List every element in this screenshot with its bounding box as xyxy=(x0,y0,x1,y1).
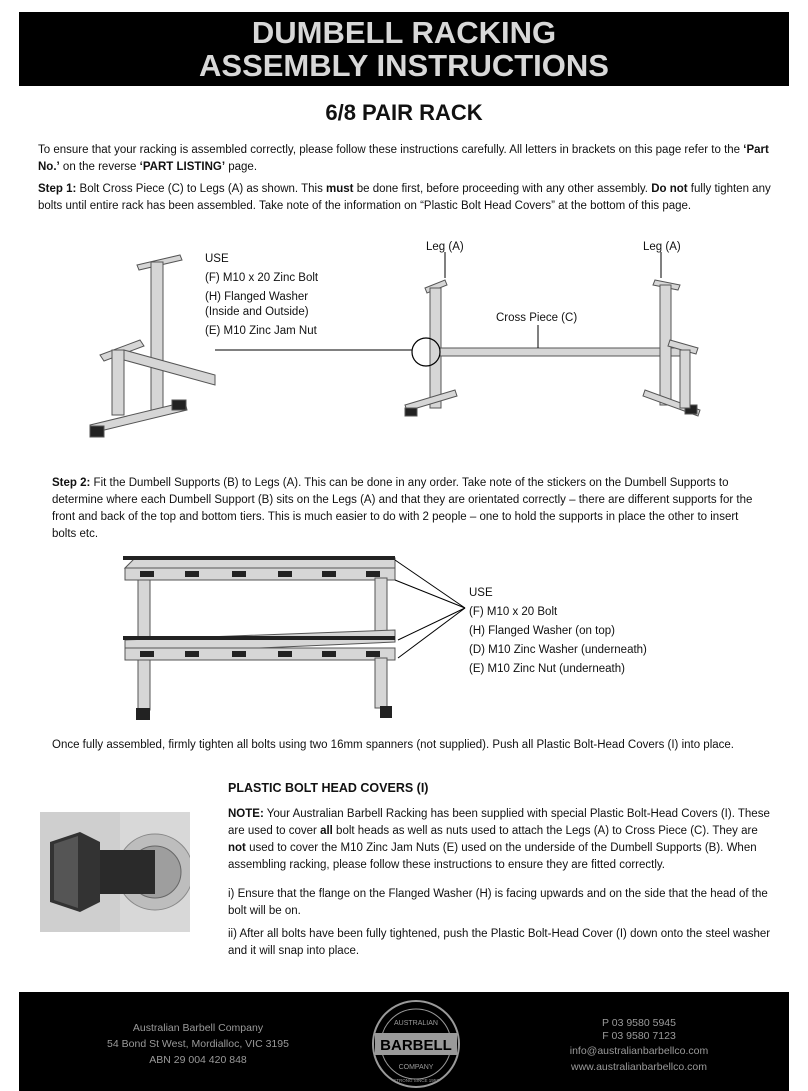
note-label: NOTE: xyxy=(228,808,264,820)
footer-company: Australian Barbell Company xyxy=(132,1022,264,1034)
fig1-item: (F) M10 x 20 Zinc Bolt xyxy=(205,272,319,284)
leg-left-label: Leg (A) xyxy=(426,241,464,253)
covers-heading: PLASTIC BOLT HEAD COVERS (I) xyxy=(228,781,429,795)
fig2-use-list xyxy=(469,584,647,679)
fig1-use-list xyxy=(205,250,318,341)
step1-illustration xyxy=(0,230,808,450)
logo-company: COMPANY xyxy=(398,1064,434,1071)
footer-phone: P 03 9580 5945 xyxy=(602,1017,676,1029)
covers-step-i: i) Ensure that the flange on the Flanged Washer (H) is facing upwards and on the side that the head of the bolt will be on. xyxy=(228,888,768,917)
title-banner xyxy=(19,12,789,86)
step2-paragraph xyxy=(52,475,762,543)
step2-label: Step 2: xyxy=(52,477,91,489)
footer-address: 54 Bond St West, Mordialloc, VIC 3195 xyxy=(107,1038,289,1050)
step1-paragraph xyxy=(38,181,773,215)
fig1-item: (Inside and Outside) xyxy=(205,306,309,318)
covers-step-ii: ii) After all bolts have been fully tightened, push the Plastic Bolt-Head Cover (I) down onto the steel washer and it will snap into place. xyxy=(228,928,771,957)
intro-part-listing: ‘PART LISTING’ xyxy=(139,161,226,173)
callout-arrows xyxy=(395,560,465,658)
logo-strong-since: STRONG SINCE 1957 xyxy=(393,1078,439,1083)
company-logo xyxy=(369,998,463,1090)
intro-text-2: on the reverse xyxy=(59,161,140,173)
fig2-item: (F) M10 x 20 Bolt xyxy=(469,606,558,618)
step1-text-1: Bolt Cross Piece (C) to Legs (A) as shown. This xyxy=(76,183,327,195)
fig2-use-title: USE xyxy=(469,587,493,599)
fig2-item: (E) M10 Zinc Nut (underneath) xyxy=(469,663,625,675)
step2-text: Fit the Dumbell Supports (B) to Legs (A). This can be done in any order. Take note of the stickers on the Dumbell Supports to determine where each Dumbell Support (B) sits on the Legs (A) and that they are orientated correctly – there are different supports for the front and back of the top and bottom tiers. This is much easier to do with 2 people – one to hold the supports in place the other to insert bolts etc. xyxy=(52,477,753,540)
step1-text-2: be done first, before proceeding with any other assembly. xyxy=(353,183,652,195)
fig1-use-title: USE xyxy=(205,253,229,265)
bolt-cover-photo xyxy=(40,812,190,932)
leg-closeup-drawing xyxy=(90,255,215,437)
step1-label: Step 1: xyxy=(38,183,77,195)
step1-bold-must: must xyxy=(326,183,354,195)
fig1-item: (E) M10 Zinc Jam Nut xyxy=(205,325,317,337)
title-line-2: ASSEMBLY INSTRUCTIONS xyxy=(199,48,609,83)
fig1-item: (H) Flanged Washer xyxy=(205,291,309,303)
footer-abn: ABN 29 004 420 848 xyxy=(149,1054,247,1066)
intro-text-3: page. xyxy=(225,161,258,173)
rack-drawing xyxy=(125,558,395,710)
support-slots xyxy=(123,556,395,720)
note-text-2: bolt heads as well as nuts used to attach the Legs (A) to Cross Piece (C). They are xyxy=(332,825,758,837)
note-bold-all: all xyxy=(320,825,333,837)
footer-address-block xyxy=(19,1020,377,1068)
note-text-1: Your Australian Barbell Racking has been supplied with special Plastic Bolt-Head Covers (I). These are used to cover xyxy=(228,808,770,837)
footer-fax: F 03 9580 7123 xyxy=(602,1030,676,1042)
step1-text-3: fully tighten any bolts until entire rack has been assembled. Take note of the information on “Plastic Bolt Head Covers” at the bottom of this page. xyxy=(38,183,771,212)
footer xyxy=(19,992,789,1091)
tighten-note: Once fully assembled, firmly tighten all bolts using two 16mm spanners (not supplied). Push all Plastic Bolt-Head Covers (I) into place. xyxy=(52,739,734,751)
note-text-3: used to cover the M10 Zinc Jam Nuts (E) used on the underside of the Dumbell Supports (B). When assembling racking, please follow these instructions to ensure they are fitted correctly. xyxy=(228,842,757,871)
footer-website[interactable]: www.australianbarbellco.com xyxy=(571,1061,707,1073)
cross-piece-label: Cross Piece (C) xyxy=(496,312,578,324)
intro-part-no: ‘Part No.’ xyxy=(38,144,769,173)
page-subtitle: 6/8 PAIR RACK xyxy=(325,100,483,125)
step1-bold-do-not: Do not xyxy=(651,183,688,195)
logo-barbell: BARBELL xyxy=(380,1037,452,1054)
intro-paragraph xyxy=(38,142,773,176)
frame-drawing xyxy=(405,280,700,416)
covers-note xyxy=(228,806,773,874)
footer-contact-block xyxy=(479,1017,799,1075)
fig2-item: (H) Flanged Washer (on top) xyxy=(469,625,615,637)
footer-email[interactable]: info@australianbarbellco.com xyxy=(569,1045,709,1057)
step2-illustration xyxy=(0,550,808,730)
intro-text-1: To ensure that your racking is assembled correctly, please follow these instructions carefully. All letters in brackets on this page refer to the xyxy=(38,144,741,156)
fig2-item: (D) M10 Zinc Washer (underneath) xyxy=(469,644,647,656)
leg-right-label: Leg (A) xyxy=(643,241,681,253)
logo-australian: AUSTRALIAN xyxy=(394,1020,438,1027)
note-bold-not: not xyxy=(228,842,246,854)
title-line-1: DUMBELL RACKING xyxy=(251,15,557,50)
